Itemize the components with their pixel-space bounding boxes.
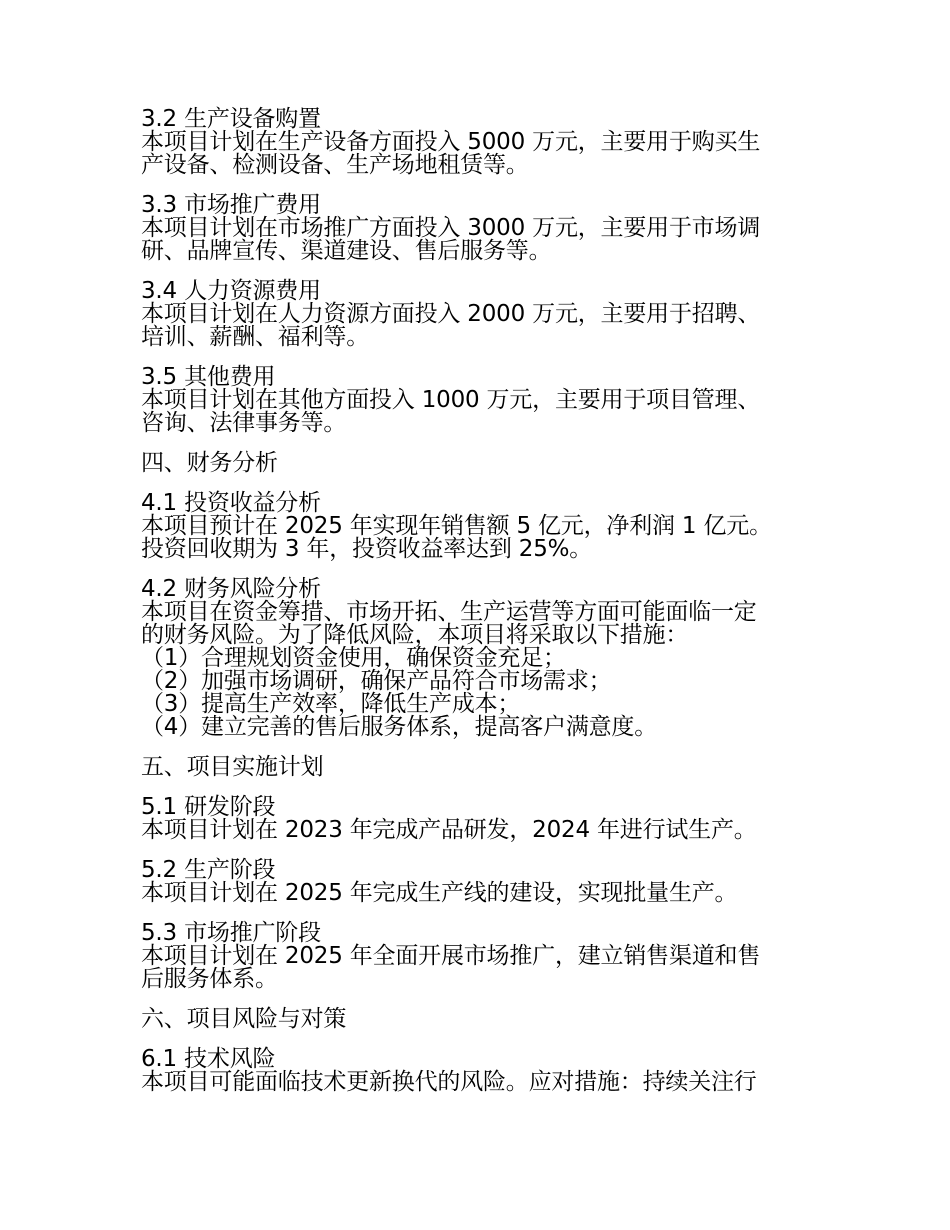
document-page xyxy=(141,108,821,1094)
section-heading: 4.1 投资收益分析 xyxy=(141,490,321,516)
section-5-2 xyxy=(141,859,821,905)
chapter-heading-4: 四、财务分析 xyxy=(141,450,278,476)
chapter-heading-6: 六、项目风险与对策 xyxy=(141,1006,347,1032)
section-4-1 xyxy=(141,492,821,561)
section-5-3 xyxy=(141,922,821,991)
section-3-3 xyxy=(141,194,821,263)
section-heading: 3.4 人力资源费用 xyxy=(141,278,321,304)
section-3-4 xyxy=(141,280,821,349)
section-heading: 6.1 技术风险 xyxy=(141,1046,276,1072)
section-6-1 xyxy=(141,1048,821,1094)
paragraph-line: 本项目计划在市场推广方面投入 3000 万元，主要用于市场调 xyxy=(141,215,761,241)
list-item: （1）合理规划资金使用，确保资金充足； xyxy=(141,645,566,671)
section-5-1 xyxy=(141,796,821,842)
section-3-2 xyxy=(141,108,821,177)
paragraph-line: 本项目计划在生产设备方面投入 5000 万元，主要用于购买生 xyxy=(141,129,761,155)
paragraph-line: 本项目计划在 2025 年完成生产线的建设，实现批量生产。 xyxy=(141,880,738,906)
paragraph-line: 本项目计划在人力资源方面投入 2000 万元，主要用于招聘、 xyxy=(141,301,761,327)
section-heading: 3.2 生产设备购置 xyxy=(141,106,321,132)
paragraph-line: 本项目计划在 2023 年完成产品研发，2024 年进行试生产。 xyxy=(141,817,757,843)
list-item: （4）建立完善的售后服务体系，提高客户满意度。 xyxy=(141,714,658,740)
section-4-2 xyxy=(141,578,821,739)
paragraph-line: 本项目计划在其他方面投入 1000 万元，主要用于项目管理、 xyxy=(141,387,761,413)
paragraph-line: 本项目可能面临技术更新换代的风险。应对措施：持续关注行 xyxy=(141,1069,757,1095)
paragraph-line: 产设备、检测设备、生产场地租赁等。 xyxy=(141,152,529,178)
section-heading: 5.2 生产阶段 xyxy=(141,857,276,883)
paragraph-line: 本项目预计在 2025 年实现年销售额 5 亿元，净利润 1 亿元。 xyxy=(141,513,772,539)
section-heading: 5.1 研发阶段 xyxy=(141,794,276,820)
list-item: （3）提高生产效率，降低生产成本； xyxy=(141,691,521,717)
paragraph-line: 的财务风险。为了降低风险，本项目将采取以下措施： xyxy=(141,622,689,648)
paragraph-line: 本项目计划在 2025 年全面开展市场推广，建立销售渠道和售 xyxy=(141,943,761,969)
paragraph-line: 后服务体系。 xyxy=(141,966,278,992)
chapter-heading-5: 五、项目实施计划 xyxy=(141,754,324,780)
paragraph-line: 投资回收期为 3 年，投资收益率达到 25%。 xyxy=(141,536,593,562)
paragraph-line: 咨询、法律事务等。 xyxy=(141,410,347,436)
section-heading: 3.3 市场推广费用 xyxy=(141,192,321,218)
section-heading: 3.5 其他费用 xyxy=(141,364,276,390)
paragraph-line: 研、品牌宣传、渠道建设、售后服务等。 xyxy=(141,238,552,264)
paragraph-line: 本项目在资金筹措、市场开拓、生产运营等方面可能面临一定 xyxy=(141,599,757,625)
section-heading: 5.3 市场推广阶段 xyxy=(141,920,321,946)
section-3-5 xyxy=(141,366,821,435)
paragraph-line: 培训、薪酬、福利等。 xyxy=(141,324,370,350)
section-heading: 4.2 财务风险分析 xyxy=(141,576,321,602)
list-item: （2）加强市场调研，确保产品符合市场需求； xyxy=(141,668,612,694)
